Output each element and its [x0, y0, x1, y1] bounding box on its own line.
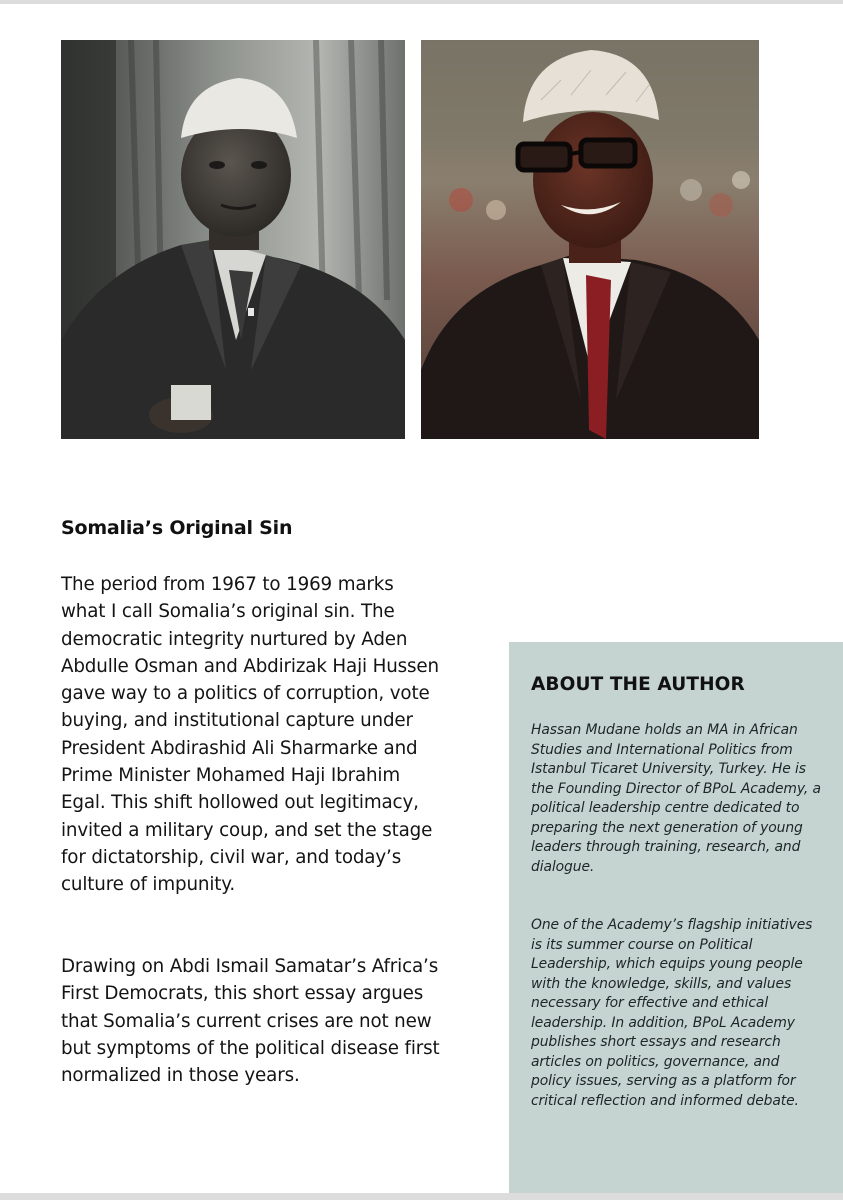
- top-edge-bar: [0, 0, 843, 4]
- article-paragraph-1: The period from 1967 to 1969 marks what I call Somalia’s original sin. The democratic integrity nurtured by Aden Abdulle Osman and Abdirizak Haji Hussen gave way to a politics of corruption, vote buying, and institutional capture under President Abdirashid Ali Sharmarke and Prime Minister Mohamed Haji Ibrahim Egal. This shift hollowed out legitimacy, invited a military coup, and set the stage for dictatorship, civil war, and today’s culture of impunity.: [61, 574, 439, 896]
- author-bio-paragraph-1: Hassan Mudane holds an MA in African Studies and International Politics from Istanbul Ticaret University, Turkey. He is the Founding Director of BPoL Academy, a political leadership centre dedicated to preparing the next generation of young leaders through training, research, and dialogue.: [531, 722, 821, 875]
- portrait-photo-color: [421, 40, 759, 439]
- author-box-heading: ABOUT THE AUTHOR: [531, 674, 745, 695]
- article-heading: Somalia’s Original Sin: [61, 517, 293, 539]
- portrait-photo-black-and-white: [61, 40, 405, 439]
- bottom-edge-bar: [0, 1193, 843, 1200]
- about-the-author-box: [509, 642, 843, 1193]
- author-bio-paragraph-2: One of the Academy’s flagship initiatives is its summer course on Political Leadership, which equips young people with the knowledge, skills, and values necessary for effective and ethical leadership. In addition, BPoL Academy publishes short essays and research articles on politics, governance, and policy issues, serving as a platform for critical reflection and informed debate.: [531, 917, 813, 1109]
- article-paragraph-2: Drawing on Abdi Ismail Samatar’s Africa’s First Democrats, this short essay argues that Somalia’s current crises are not new but symptoms of the political disease first normalized in those years.: [61, 956, 440, 1087]
